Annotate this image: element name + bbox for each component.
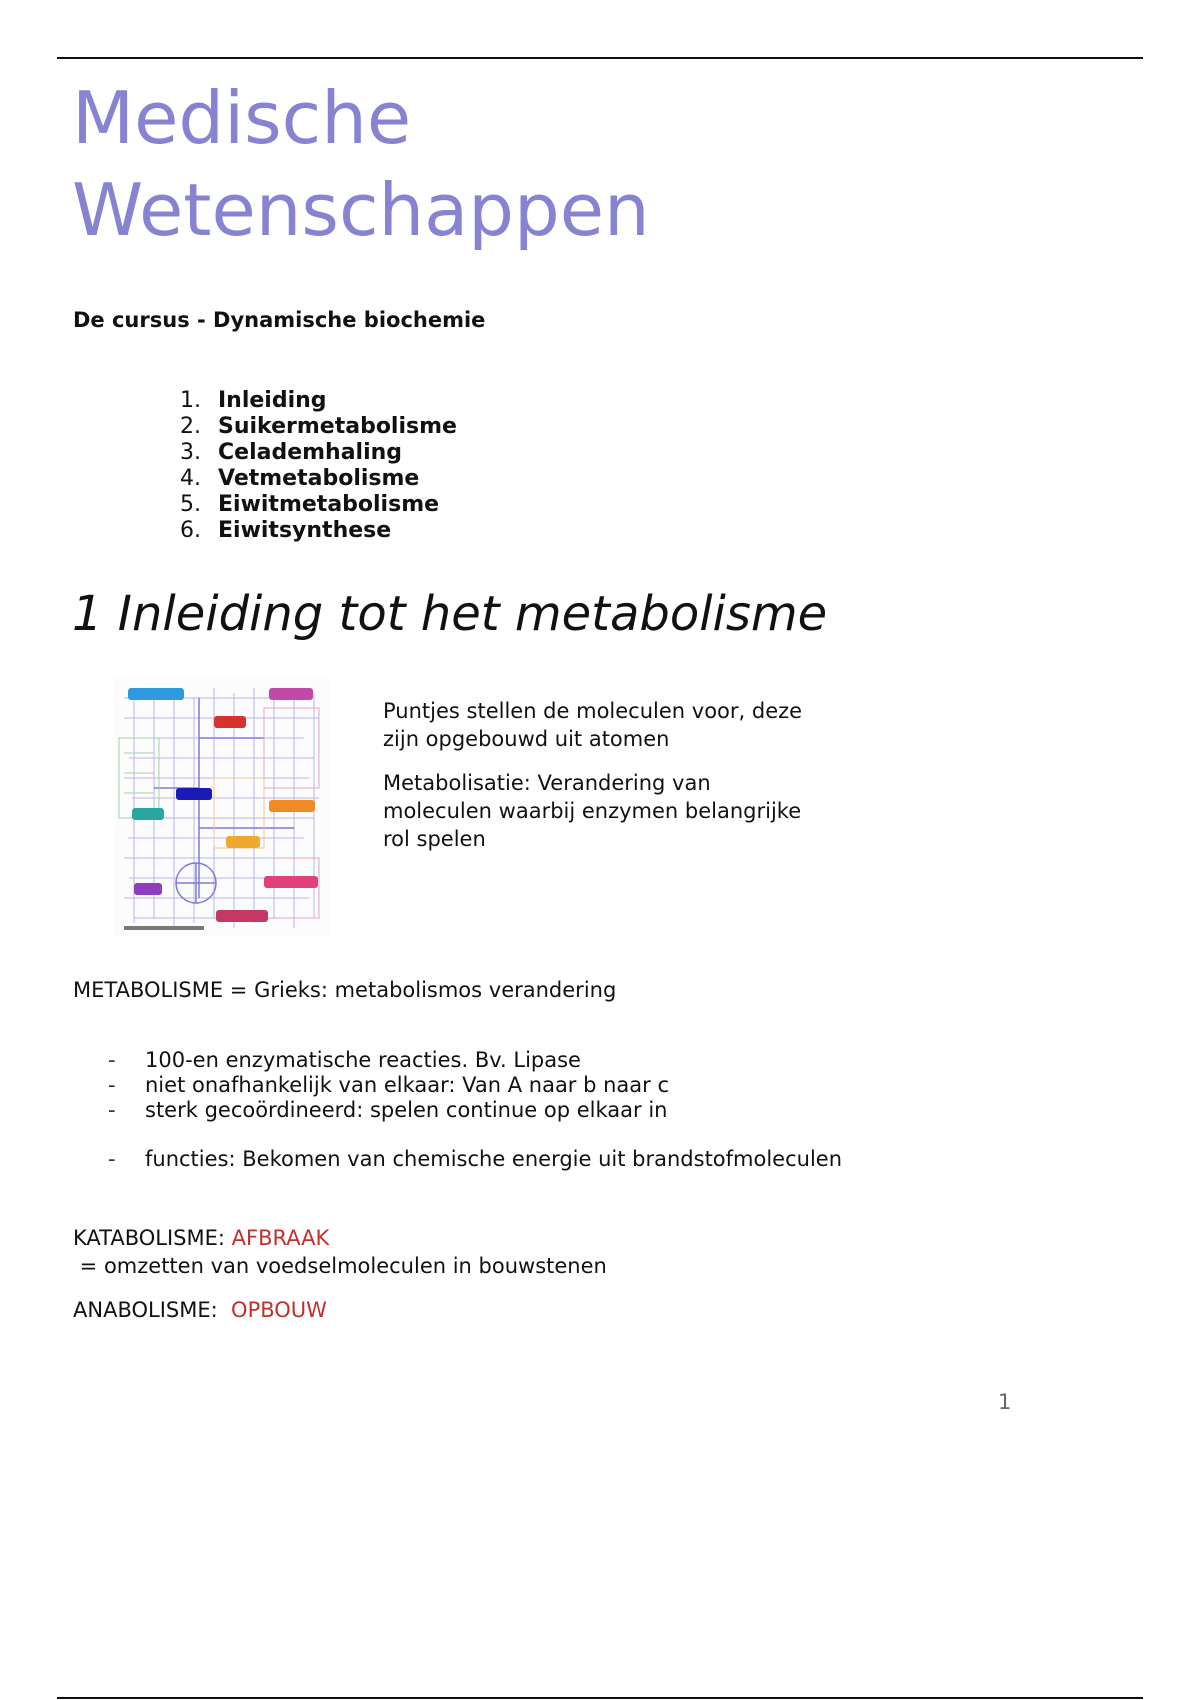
toc-number: 2. — [180, 414, 201, 439]
course-subtitle: De cursus - Dynamische biochemie — [73, 308, 486, 332]
anabolisme-line — [73, 1296, 327, 1324]
list-item — [108, 1098, 842, 1123]
document-title — [72, 72, 972, 256]
toc-label: Celademhaling — [218, 440, 403, 465]
page-number: 1 — [998, 1390, 1012, 1414]
katabolisme-value: AFBRAAK — [231, 1226, 330, 1250]
list-item-text: niet onafhankelijk van elkaar: Van A naar b naar c — [145, 1073, 670, 1097]
list-item — [108, 1048, 842, 1073]
section-heading: 1 Inleiding tot het metabolisme — [72, 586, 828, 642]
title-line-1: Medische — [72, 76, 412, 160]
metabolisme-definition: METABOLISME = Grieks: metabolismos verandering — [73, 978, 617, 1002]
toc-number: 3. — [180, 440, 201, 465]
list-item-text: sterk gecoördineerd: spelen continue op elkaar in — [145, 1098, 668, 1122]
toc-item — [180, 440, 457, 466]
toc-label: Inleiding — [218, 388, 327, 413]
list-item-text: functies: Bekomen van chemische energie uit brandstofmoleculen — [145, 1147, 843, 1171]
toc-item — [180, 492, 457, 518]
toc-label: Vetmetabolisme — [218, 466, 420, 491]
anabolisme-label: ANABOLISME: — [73, 1298, 232, 1322]
metabolic-pathway-map-image — [114, 678, 330, 936]
list-item — [108, 1073, 842, 1098]
bullet-dash: - — [108, 1073, 116, 1097]
toc-label: Suikermetabolisme — [218, 414, 457, 439]
bottom-rule — [57, 1697, 1143, 1699]
bullet-dash: - — [108, 1098, 116, 1122]
toc-item — [180, 518, 457, 544]
title-line-2: Wetenschappen — [72, 168, 650, 252]
toc-label: Eiwitsynthese — [218, 518, 392, 543]
anabolisme-value: OPBOUW — [231, 1298, 327, 1322]
katabolisme-label: KATABOLISME: — [73, 1226, 232, 1250]
toc-number: 6. — [180, 518, 201, 543]
toc-item — [180, 466, 457, 492]
toc-label: Eiwitmetabolisme — [218, 492, 440, 517]
top-rule — [57, 57, 1143, 59]
metabolisme-bullet-list — [108, 1048, 842, 1172]
toc-item — [180, 388, 457, 414]
bullet-dash: - — [108, 1048, 116, 1072]
list-item — [108, 1147, 842, 1172]
figure-description-paragraph: Puntjes stellen de moleculen voor, deze zijn opgebouwd uit atomen — [383, 699, 803, 751]
toc-item — [180, 414, 457, 440]
list-item-text: 100-en enzymatische reacties. Bv. Lipase — [145, 1048, 581, 1072]
figure-description-paragraph: Metabolisatie: Verandering van moleculen waarbij enzymen belangrijke rol spelen — [383, 771, 802, 851]
table-of-contents — [180, 388, 457, 544]
toc-number: 5. — [180, 492, 201, 517]
bullet-dash: - — [108, 1147, 116, 1171]
toc-number: 4. — [180, 466, 201, 491]
figure-description — [383, 697, 823, 869]
katabolisme-definition: = omzetten van voedselmoleculen in bouwstenen — [73, 1254, 607, 1278]
katabolisme-line — [73, 1224, 329, 1252]
toc-number: 1. — [180, 388, 201, 413]
